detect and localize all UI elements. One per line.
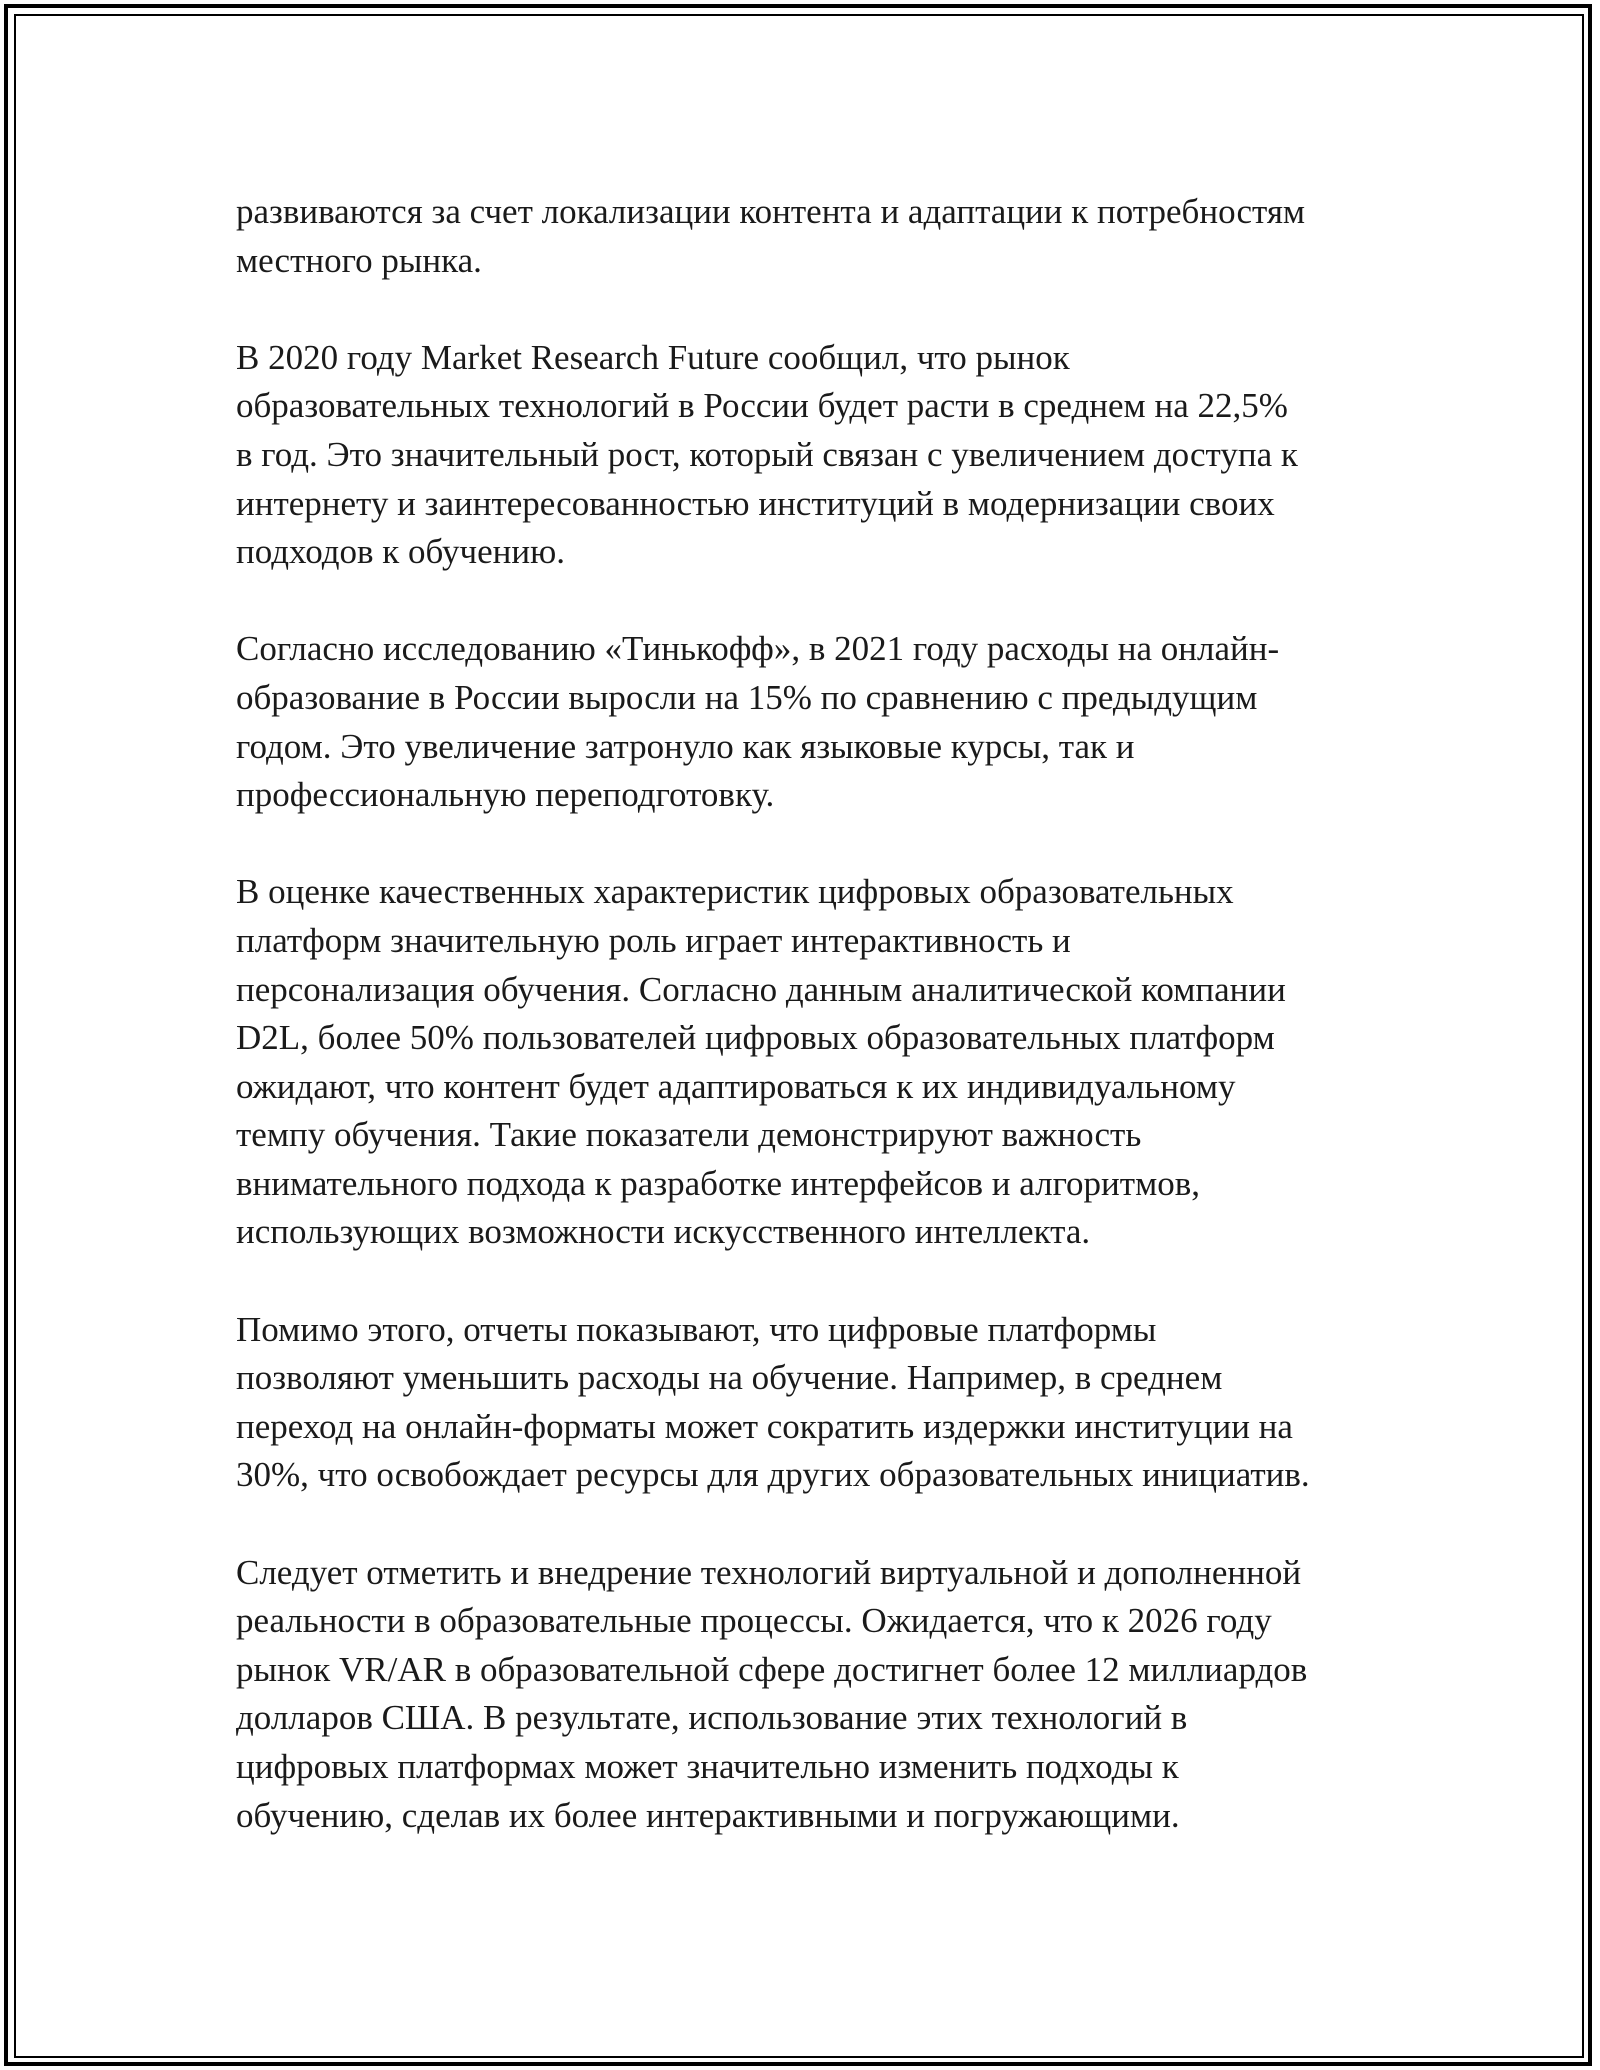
paragraph-2 xyxy=(236,334,1376,577)
text-line: Согласно исследованию «Тинькофф», в 2021 году расходы на онлайн- xyxy=(236,629,1280,669)
text-line: годом. Это увеличение затронуло как языковые курсы, так и xyxy=(236,726,1135,766)
text-line: цифровых платформах может значительно изменить подходы к xyxy=(236,1747,1179,1786)
paragraph-6 xyxy=(236,1549,1376,1841)
text-line: D2L, более 50% пользователей цифровых образовательных платформ xyxy=(236,1018,1275,1058)
text-line: обучению, сделав их более интерактивными и погружающими. xyxy=(236,1795,1180,1835)
text-line: темпу обучения. Такие показатели демонстрируют важность xyxy=(236,1115,1142,1155)
paragraph-4 xyxy=(236,868,1376,1257)
text-line: переход на онлайн-форматы может сократить издержки институции на xyxy=(236,1406,1293,1446)
text-line: развиваются за счет локализации контента и адаптации к потребностям xyxy=(236,192,1306,231)
text-line: платформ значительную роль играет интерактивность и xyxy=(236,920,1071,960)
text-line: Помимо этого, отчеты показывают, что цифровые платформы xyxy=(236,1309,1157,1349)
text-line: подходов к обучению. xyxy=(236,532,565,572)
text-line: позволяют уменьшить расходы на обучение. Например, в среднем xyxy=(236,1358,1223,1398)
text-line: реальности в образовательные процессы. Ожидается, что к 2026 году xyxy=(236,1601,1272,1641)
text-line: в год. Это значительный рост, который связан с увеличением доступа к xyxy=(236,434,1298,474)
text-line: профессиональную переподготовку. xyxy=(236,775,775,815)
text-line: внимательного подхода к разработке интерфейсов и алгоритмов, xyxy=(236,1163,1201,1203)
text-line: В 2020 году Market Research Future сообщил, что рынок xyxy=(236,337,1070,377)
text-line: образование в России выросли на 15% по сравнению с предыдущим xyxy=(236,677,1258,717)
text-line: интернету и заинтересованностью институций в модернизации своих xyxy=(236,483,1275,523)
text-line: образовательных технологий в России будет расти в среднем на 22,5% xyxy=(236,386,1288,426)
text-line: ожидают, что контент будет адаптироваться к их индивидуальному xyxy=(236,1066,1236,1106)
text-line: использующих возможности искусственного интеллекта. xyxy=(236,1212,1091,1252)
text-line: долларов США. В результате, использование этих технологий в xyxy=(236,1698,1188,1738)
text-line: рынок VR/AR в образовательной сфере достигнет более 12 миллиардов xyxy=(236,1649,1308,1689)
text-line: В оценке качественных характеристик цифровых образовательных xyxy=(236,872,1234,912)
paragraph-5 xyxy=(236,1306,1376,1500)
text-line: персонализация обучения. Согласно данным аналитической компании xyxy=(236,969,1286,1009)
document-body xyxy=(236,188,1376,1889)
text-line: местного рынка. xyxy=(236,240,482,280)
paragraph-3 xyxy=(236,625,1376,819)
text-line: 30%, что освобождает ресурсы для других образовательных инициатив. xyxy=(236,1455,1310,1495)
paragraph-1 xyxy=(236,188,1376,285)
text-line: Следует отметить и внедрение технологий виртуальной и дополненной xyxy=(236,1552,1302,1592)
